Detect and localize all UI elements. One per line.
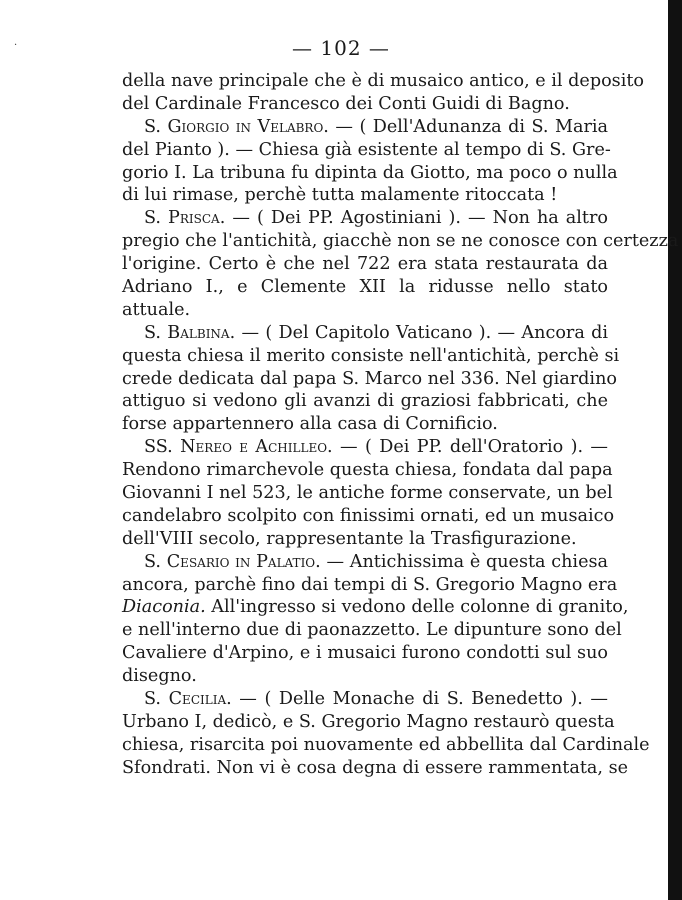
line-text: gorio I. La tribuna fu dipinta da Giotto, ma poco o nulla [122, 162, 618, 183]
line-text: crede dedicata dal papa S. Marco nel 336. Nel giardino [122, 368, 617, 389]
text-line [122, 596, 629, 619]
line-text: del Pianto ). — Chiesa già esistente al tempo di S. Gre- [122, 139, 611, 160]
text-line [122, 619, 622, 642]
line-text: All'ingresso si vedono delle colonne di granito, [205, 597, 629, 618]
text-line [122, 459, 613, 482]
entry-heading: SS. Nereo e Achilleo. [144, 437, 333, 458]
entry-heading: S. Balbina. [144, 322, 236, 343]
line-text: Rendono rimarchevole questa chiesa, fondata dal papa [122, 460, 613, 481]
text-line [122, 299, 608, 322]
italic-term: Diaconia. [122, 597, 206, 618]
line-text: Sfondrati. Non vi è cosa degna di essere rammentata, se [122, 757, 629, 778]
line-text: — Antichissima è questa chiesa [320, 551, 608, 572]
line-text: candelabro scolpito con finissimi ornati, ed un musaico [122, 505, 615, 526]
text-line [122, 436, 608, 459]
text-line [122, 413, 608, 436]
text-line [122, 230, 679, 253]
entry-heading: S. Giorgio in Velabro. [144, 116, 329, 137]
entry-heading: S. Prisca. [144, 208, 226, 229]
text-line [122, 711, 615, 734]
text-line [122, 345, 620, 368]
text-line [122, 276, 608, 299]
line-text: attuale. [122, 299, 191, 320]
line-text: — ( Delle Monache di S. Benedetto ). — [231, 689, 608, 710]
line-text: dell'VIII secolo, rappresentante la Trasfigurazione. [122, 528, 577, 549]
text-line [122, 688, 608, 711]
text-line [122, 574, 618, 597]
text-line [122, 207, 608, 230]
text-line [122, 551, 608, 574]
line-text: della nave principale che è di musaico antico, e il deposito [122, 71, 644, 91]
text-line [122, 70, 644, 93]
line-text: Cavaliere d'Arpino, e i musaici furono condotti sul suo [122, 643, 608, 664]
line-text: pregio che l'antichità, giacchè non se ne conosce con certezza [122, 231, 679, 252]
line-text: disegno. [122, 666, 197, 687]
text-line [122, 642, 608, 665]
text-line [122, 505, 615, 528]
line-text: — ( Dell'Adunanza di S. Maria [328, 116, 608, 137]
line-text: questa chiesa il merito consiste nell'antichità, perchè si [122, 345, 620, 366]
text-line [122, 482, 613, 505]
line-text: ancora, parchè fino dai tempi di S. Gregorio Magno era [122, 574, 618, 595]
line-text: forse appartennero alla casa di Cornificio. [122, 414, 498, 435]
text-line [122, 162, 618, 185]
text-line [122, 390, 608, 413]
text-line [122, 757, 629, 780]
line-text: — ( Del Capitolo Vaticano ). — Ancora di [235, 322, 608, 343]
text-line [122, 116, 608, 139]
line-text: e nell'interno due di paonazzetto. Le dipunture sono del [122, 620, 622, 641]
text-line [122, 139, 611, 162]
text-line [122, 665, 608, 688]
text-line [122, 528, 608, 551]
text-line [122, 734, 650, 757]
entry-heading: S. Cecilia. [144, 689, 232, 710]
text-line [122, 253, 608, 276]
page-number: — 102 — [292, 36, 390, 60]
line-text: — ( Dei PP. Agostiniani ). — Non ha altro [225, 208, 608, 229]
text-line [122, 368, 617, 391]
line-text: chiesa, risarcita poi nuovamente ed abbellita dal Cardinale [122, 734, 650, 755]
text-line [122, 322, 608, 345]
line-text: Urbano I, dedicò, e S. Gregorio Magno restaurò questa [122, 711, 615, 732]
line-text: attiguo si vedono gli avanzi di graziosi fabbricati, che [122, 391, 608, 412]
line-text: — ( Dei PP. dell'Oratorio ). — [332, 437, 608, 458]
line-text: del Cardinale Francesco dei Conti Guidi di Bagno. [122, 93, 570, 114]
text-line [122, 93, 608, 116]
line-text: Giovanni I nel 523, le antiche forme conservate, un bel [122, 483, 613, 504]
line-text: Adriano I., e Clemente XII la ridusse nello stato [122, 277, 608, 298]
line-text: l'origine. Certo è che nel 722 era stata restaurata da [122, 254, 608, 275]
scan-speck: · [14, 40, 18, 51]
page-body-text [122, 70, 679, 780]
text-line [122, 184, 608, 207]
scan-edge-shadow [668, 0, 682, 900]
line-text: di lui rimase, perchè tutta malamente ritoccata ! [122, 185, 558, 206]
entry-heading: S. Cesario in Palatio. [144, 551, 321, 572]
